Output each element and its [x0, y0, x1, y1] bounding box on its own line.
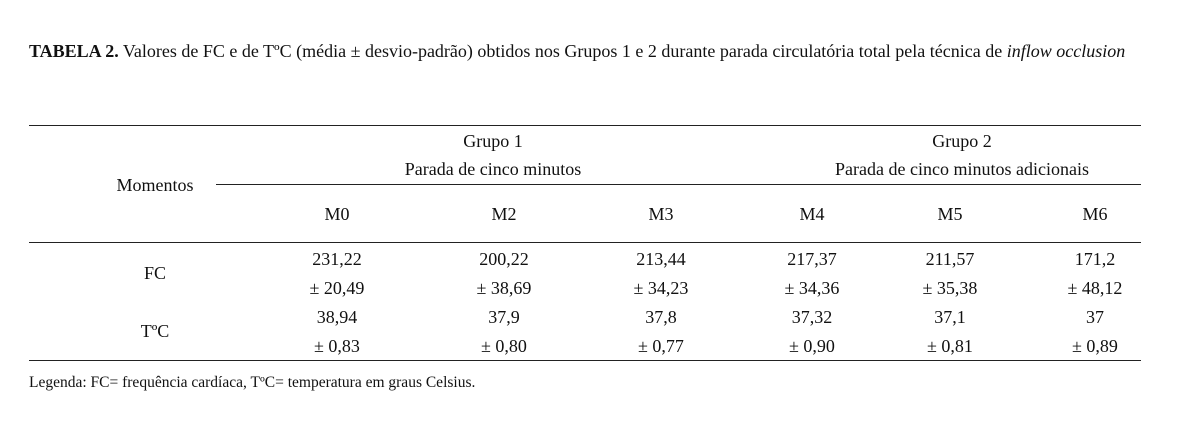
group2-subtitle: Parada de cinco minutos adicionais: [835, 159, 1089, 179]
temp-sd-m4: ± 0,90: [789, 336, 835, 356]
fc-mean-m3: 213,44: [636, 249, 686, 269]
column-header-m5: M5: [937, 204, 963, 224]
column-header-m6: M6: [1082, 204, 1108, 224]
row-header-momentos: Momentos: [116, 175, 194, 195]
column-header-m2: M2: [491, 204, 517, 224]
fc-mean-m6: 171,2: [1074, 249, 1116, 269]
table-top-rule: [29, 125, 1141, 126]
temp-sd-m6: ± 0,89: [1072, 336, 1118, 356]
column-header-m4: M4: [799, 204, 825, 224]
temp-mean-m0: 38,94: [316, 307, 358, 327]
fc-mean-m5: 211,57: [925, 249, 975, 269]
temp-sd-m5: ± 0,81: [927, 336, 973, 356]
temp-mean-m5: 37,1: [934, 307, 966, 327]
fc-sd-m6: ± 48,12: [1067, 278, 1123, 298]
group1-subtitle: Parada de cinco minutos: [404, 159, 582, 179]
temp-mean-m4: 37,32: [791, 307, 833, 327]
temp-mean-m2: 37,9: [488, 307, 520, 327]
temp-mean-m6: 37: [1086, 307, 1104, 327]
table-legend: Legenda: FC= frequência cardíaca, TºC= temperatura em graus Celsius.: [29, 374, 476, 391]
table-bottom-rule: [29, 360, 1141, 361]
fc-mean-m2: 200,22: [479, 249, 529, 269]
fc-sd-m2: ± 38,69: [476, 278, 532, 298]
temp-sd-m0: ± 0,83: [314, 336, 360, 356]
fc-sd-m0: ± 20,49: [309, 278, 365, 298]
table-caption: [29, 37, 1149, 65]
temp-sd-m2: ± 0,80: [481, 336, 527, 356]
group-header-rule: [216, 184, 1141, 185]
row-label-temperatura: TºC: [140, 321, 170, 341]
fc-sd-m3: ± 34,23: [633, 278, 689, 298]
caption-text: Valores de FC e de TºC (média ± desvio-padrão) obtidos nos Grupos 1 e 2 durante parada circulatória total pela técnica de: [118, 41, 1007, 61]
temp-sd-m3: ± 0,77: [638, 336, 684, 356]
temp-mean-m3: 37,8: [645, 307, 677, 327]
column-header-m3: M3: [648, 204, 674, 224]
row-label-fc: FC: [143, 263, 167, 283]
fc-sd-m5: ± 35,38: [922, 278, 978, 298]
column-header-m0: M0: [324, 204, 350, 224]
caption-italic: inflow occlusion: [1006, 41, 1126, 61]
fc-mean-m4: 217,37: [787, 249, 837, 269]
fc-mean-m0: 231,22: [312, 249, 362, 269]
group2-title: Grupo 2: [932, 131, 992, 151]
fc-sd-m4: ± 34,36: [784, 278, 840, 298]
group1-title: Grupo 1: [463, 131, 523, 151]
table-label: TABELA 2.: [29, 41, 119, 61]
header-bottom-rule: [29, 242, 1141, 243]
